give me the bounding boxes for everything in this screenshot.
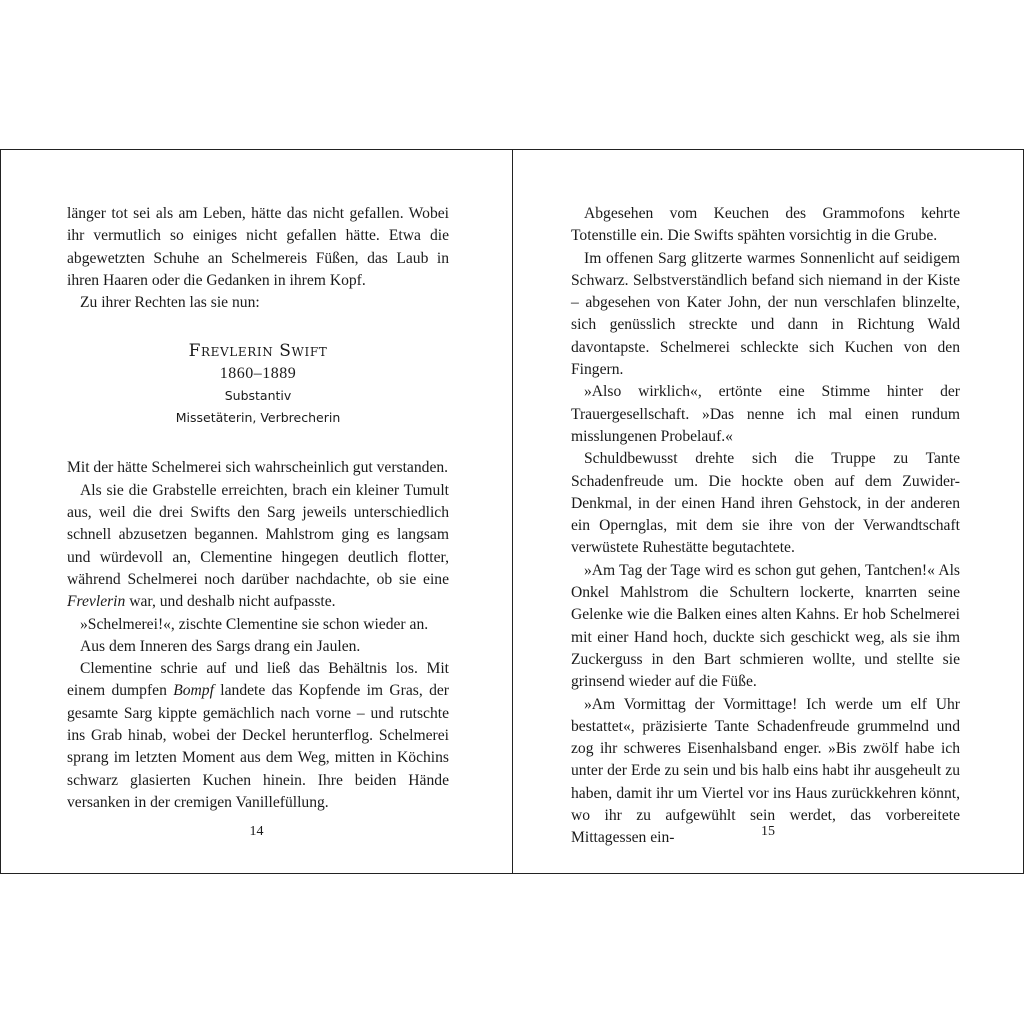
paragraph: Im offenen Sarg glitzerte warmes Sonnenlicht auf seidigem Schwarz. Selbstverständlich befand sich niemand in der Kiste – abgesehen von Kater John, der nun verschlafen blinzelte, sich genüsslich streckte und dann in Richtung Wald davontapste. Schelmerei schleckte sich Kuchen von den Fingern. — [571, 249, 960, 379]
paragraph: »Am Tag der Tage wird es schon gut gehen, Tantchen!« Als Onkel Mahlstrom die Schultern lockerte, knarrten seine Gelenke wie die Balken eines alten Kahns. Er hob Schelmerei mit einer Hand hoch, duckte sich geschickt weg, als sie ihm Zuckerguss in den Bart schmieren wollte, und stellte sie grinsend wieder auf die Füße. — [571, 561, 960, 691]
paragraph: »Schelmerei!«, zischte Clementine sie schon wieder an. — [80, 615, 429, 633]
italic-word: Bompf — [173, 682, 214, 700]
entry-dates: 1860–1889 — [219, 365, 297, 383]
paragraph: Mit der hätte Schelmerei sich wahrscheinlich gut verstanden. — [67, 459, 449, 477]
left-page — [0, 149, 513, 874]
page-number: 15 — [761, 824, 775, 839]
entry-name: Frevlerin Swift — [188, 341, 328, 362]
paragraph: Schuldbewusst drehte sich die Truppe zu Tante Schadenfreude um. Die hockte oben auf dem Zuwider-Denkmal, in der einen Hand ihren Gehstock, in der anderen ein Opernglas, mit dem sie ihre von der Verwandtschaft verwüstete Ruhestätte begutachtete. — [571, 450, 960, 557]
paragraph: länger tot sei als am Leben, hätte das nicht gefallen. Wobei ihr vermutlich so einiges nicht gefallen hätte. Etwa die abgewetzten Schuhe an Schelmereis Füßen, das Laub in ihren Haaren oder die Gedanken in ihrem Kopf. — [67, 205, 449, 289]
dictionary-entry — [67, 340, 449, 457]
paragraph: Zu ihrer Rechten las sie nun: — [80, 294, 260, 312]
entry-word-class: Substantiv — [224, 388, 292, 404]
paragraph: Als sie die Grabstelle erreichten, brach ein kleiner Tumult aus, weil die drei Swifts den Sarg jeweils unterschiedlich schnell abzusetzen begannen. Mahlstrom ging es langsam und würdevoll an, Clementine hingegen deutlich flotter, während Schelmerei noch darüber nachdachte, ob sie eine Frevlerin war, und deshalb nicht aufpasste. — [67, 481, 449, 611]
paragraph: Clementine schrie auf und ließ das Behältnis los. Mit einem dumpfen Bompf landete das Kopfende im Gras, der gesamte Sarg kippte gemächlich nach vorne – und rutschte ins Grab hinab, wobei der Deckel herunterflog. Schelmerei sprang im letzten Moment aus dem Weg, mitten in Köchins schwarz glasierten Kuchen hinein. Ihre beiden Hände versanken in der cremigen Vanillefüllung. — [67, 660, 449, 811]
right-page — [512, 149, 1024, 874]
italic-word: Frevlerin — [67, 593, 126, 611]
right-page-text — [571, 203, 960, 850]
paragraph: Abgesehen vom Keuchen des Grammofons kehrte Totenstille ein. Die Swifts spähten vorsichtig in die Grube. — [571, 205, 960, 245]
book-spread — [0, 149, 1024, 874]
page-number: 14 — [249, 824, 264, 839]
paragraph: »Am Vormittag der Vormittage! Ich werde um elf Uhr bestattet«, präzisierte Tante Schadenfreude grummelnd und zog ihr schweres Eisenhalsband enger. »Bis zwölf habe ich unter der Erde zu sein und bis halb eins habt ihr ausgeheult zu haben, damit ihr um Viertel vor ins Haus zurückkehren könnt, wo ihr zu aufgewühlt sein werdet, das vorbereitete Mittagessen ein- — [571, 695, 960, 847]
paragraph: »Also wirklich«, ertönte eine Stimme hinter der Trauergesellschaft. »Das nenne ich mal einen rundum misslungenen Probelauf.« — [571, 383, 960, 445]
paragraph: Aus dem Inneren des Sargs drang ein Jaulen. — [80, 637, 361, 655]
left-page-text — [67, 203, 449, 814]
entry-meaning: Missetäterin, Verbrecherin — [175, 410, 341, 426]
